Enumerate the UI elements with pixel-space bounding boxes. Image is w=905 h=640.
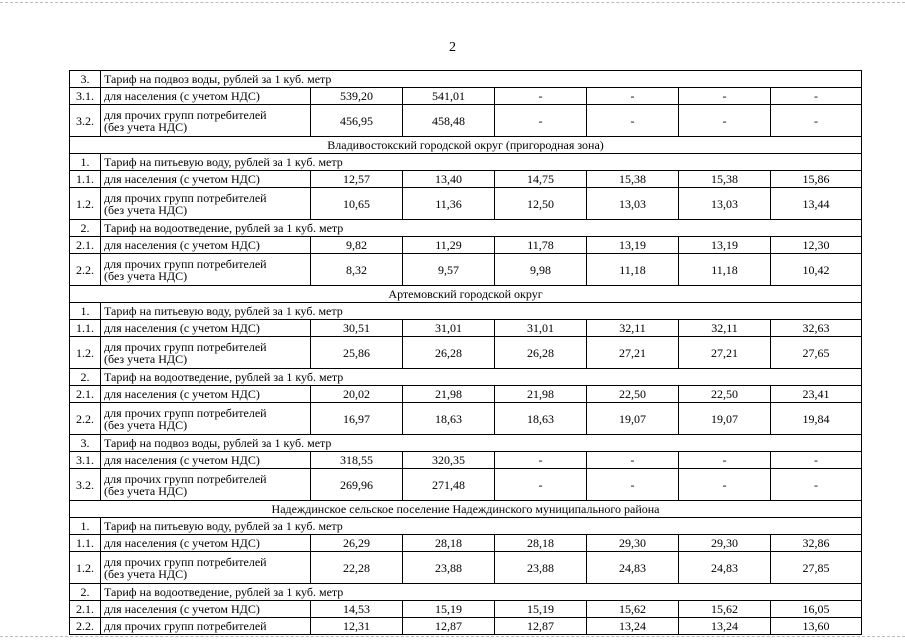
label-line: для населения (с учетом НДС) xyxy=(104,453,260,467)
tariff-value: 539,20 xyxy=(311,88,403,105)
tariff-value: - xyxy=(495,469,587,501)
row-number: 3. xyxy=(70,435,101,452)
tariff-value: 9,98 xyxy=(495,254,587,286)
row-number: 2.1. xyxy=(70,237,101,254)
table-row xyxy=(70,88,862,105)
tariff-heading: Тариф на подвоз воды, рублей за 1 куб. метр xyxy=(101,71,862,88)
label-line: для прочих групп потребителей xyxy=(104,471,267,486)
tariff-value: 13,60 xyxy=(771,618,862,635)
tariff-heading: Тариф на питьевую воду, рублей за 1 куб. метр xyxy=(101,154,862,171)
tariff-value: 15,86 xyxy=(771,171,862,188)
row-number: 1. xyxy=(70,518,101,535)
row-number: 1.1. xyxy=(70,320,101,337)
tariff-value: 29,30 xyxy=(587,535,679,552)
tariff-value: - xyxy=(495,105,587,137)
tariff-value: - xyxy=(679,452,771,469)
tariff-value: 11,78 xyxy=(495,237,587,254)
tariff-value: - xyxy=(771,105,862,137)
tariff-value: 23,88 xyxy=(495,552,587,584)
tariff-value: - xyxy=(771,88,862,105)
tariff-value: 271,48 xyxy=(403,469,495,501)
tariff-heading: Тариф на водоотведение, рублей за 1 куб. метр xyxy=(101,584,862,601)
tariff-value: 24,83 xyxy=(587,552,679,584)
label-line: для населения (с учетом НДС) xyxy=(104,321,260,335)
consumer-group-label xyxy=(101,452,311,469)
tariff-value: 12,87 xyxy=(403,618,495,635)
tariff-value: 22,50 xyxy=(679,386,771,403)
scan-bottom-edge xyxy=(0,636,905,637)
tariff-heading-row xyxy=(70,435,862,452)
tariff-value: 22,28 xyxy=(311,552,403,584)
row-number: 2.2. xyxy=(70,254,101,286)
tariff-value: 541,01 xyxy=(403,88,495,105)
row-number: 3.1. xyxy=(70,88,101,105)
tariff-value: 13,03 xyxy=(679,188,771,220)
table-row xyxy=(70,386,862,403)
tariff-table-body xyxy=(70,71,862,635)
tariff-value: - xyxy=(495,452,587,469)
tariff-value: - xyxy=(495,88,587,105)
tariff-value: 26,28 xyxy=(495,337,587,369)
table-row xyxy=(70,171,862,188)
label-line: (без учета НДС) xyxy=(104,351,188,366)
tariff-value: 12,87 xyxy=(495,618,587,635)
tariff-value: 31,01 xyxy=(403,320,495,337)
row-number: 2.2. xyxy=(70,618,101,635)
tariff-value: 9,57 xyxy=(403,254,495,286)
tariff-value: 27,65 xyxy=(771,337,862,369)
row-number: 1. xyxy=(70,154,101,171)
consumer-group-label xyxy=(101,171,311,188)
tariff-value: 15,19 xyxy=(495,601,587,618)
tariff-value: 13,40 xyxy=(403,171,495,188)
tariff-value: 13,44 xyxy=(771,188,862,220)
tariff-value: 12,50 xyxy=(495,188,587,220)
section-row xyxy=(70,286,862,303)
consumer-group-label xyxy=(101,88,311,105)
tariff-value: - xyxy=(587,469,679,501)
tariff-heading: Тариф на водоотведение, рублей за 1 куб. метр xyxy=(101,369,862,386)
table-row xyxy=(70,618,862,635)
tariff-heading-row xyxy=(70,303,862,320)
tariff-value: 12,30 xyxy=(771,237,862,254)
row-number: 1.2. xyxy=(70,337,101,369)
row-number: 1.1. xyxy=(70,171,101,188)
tariff-value: 16,97 xyxy=(311,403,403,435)
tariff-value: 15,19 xyxy=(403,601,495,618)
page-number: 2 xyxy=(449,40,456,55)
tariff-value: 11,18 xyxy=(679,254,771,286)
tariff-value: - xyxy=(587,88,679,105)
tariff-value: 15,62 xyxy=(587,601,679,618)
tariff-value: 12,57 xyxy=(311,171,403,188)
tariff-value: 19,07 xyxy=(587,403,679,435)
tariff-value: 10,42 xyxy=(771,254,862,286)
tariff-value: 23,41 xyxy=(771,386,862,403)
tariff-value: 11,18 xyxy=(587,254,679,286)
tariff-value: 456,95 xyxy=(311,105,403,137)
consumer-group-label xyxy=(101,320,311,337)
tariff-value: 15,38 xyxy=(587,171,679,188)
tariff-heading-row xyxy=(70,518,862,535)
label-line: для прочих групп потребителей xyxy=(104,339,267,354)
tariff-value: 27,85 xyxy=(771,552,862,584)
tariff-value: 20,02 xyxy=(311,386,403,403)
tariff-value: 19,84 xyxy=(771,403,862,435)
consumer-group-label xyxy=(101,618,311,635)
table-row xyxy=(70,254,862,286)
tariff-value: 32,11 xyxy=(587,320,679,337)
tariff-value: 15,62 xyxy=(679,601,771,618)
consumer-group-label xyxy=(101,469,311,501)
tariff-value: 11,36 xyxy=(403,188,495,220)
tariff-value: 14,75 xyxy=(495,171,587,188)
consumer-group-label xyxy=(101,237,311,254)
table-row xyxy=(70,601,862,618)
tariff-value: 28,18 xyxy=(403,535,495,552)
tariff-value: 22,50 xyxy=(587,386,679,403)
label-line: для прочих групп потребителей xyxy=(104,554,267,569)
tariff-value: 269,96 xyxy=(311,469,403,501)
tariff-value: 18,63 xyxy=(403,403,495,435)
consumer-group-label xyxy=(101,105,311,137)
section-title: Владивостокский городской округ (пригородная зона) xyxy=(70,137,862,154)
tariff-value: 32,86 xyxy=(771,535,862,552)
tariff-value: 320,35 xyxy=(403,452,495,469)
row-number: 1.2. xyxy=(70,552,101,584)
tariff-value: - xyxy=(679,105,771,137)
label-line: для населения (с учетом НДС) xyxy=(104,387,260,401)
tariff-value: 458,48 xyxy=(403,105,495,137)
table-row xyxy=(70,188,862,220)
tariff-value: 29,30 xyxy=(679,535,771,552)
tariff-value: - xyxy=(679,469,771,501)
tariff-value: 21,98 xyxy=(495,386,587,403)
section-row xyxy=(70,137,862,154)
label-line: (без учета НДС) xyxy=(104,268,188,283)
label-line: (без учета НДС) xyxy=(104,202,188,217)
tariff-value: - xyxy=(771,452,862,469)
tariff-value: 12,31 xyxy=(311,618,403,635)
row-number: 2. xyxy=(70,220,101,237)
label-line: для населения (с учетом НДС) xyxy=(104,602,260,616)
tariff-value: 318,55 xyxy=(311,452,403,469)
consumer-group-label xyxy=(101,403,311,435)
tariff-value: 19,07 xyxy=(679,403,771,435)
tariff-value: 24,83 xyxy=(679,552,771,584)
section-row xyxy=(70,501,862,518)
tariff-value: 9,82 xyxy=(311,237,403,254)
tariff-value: 14,53 xyxy=(311,601,403,618)
row-number: 2.1. xyxy=(70,386,101,403)
tariff-heading-row xyxy=(70,71,862,88)
tariff-value: 26,28 xyxy=(403,337,495,369)
tariff-value: 11,29 xyxy=(403,237,495,254)
consumer-group-label xyxy=(101,337,311,369)
tariff-heading-row xyxy=(70,584,862,601)
row-number: 3.2. xyxy=(70,105,101,137)
tariff-table xyxy=(69,70,862,635)
consumer-group-label xyxy=(101,601,311,618)
consumer-group-label xyxy=(101,535,311,552)
tariff-heading: Тариф на питьевую воду, рублей за 1 куб. метр xyxy=(101,303,862,320)
row-number: 2. xyxy=(70,584,101,601)
table-row xyxy=(70,535,862,552)
tariff-value: - xyxy=(587,105,679,137)
tariff-value: 26,29 xyxy=(311,535,403,552)
row-number: 1.1. xyxy=(70,535,101,552)
tariff-value: 23,88 xyxy=(403,552,495,584)
consumer-group-label xyxy=(101,254,311,286)
tariff-value: 16,05 xyxy=(771,601,862,618)
row-number: 3.2. xyxy=(70,469,101,501)
tariff-value: 13,19 xyxy=(679,237,771,254)
tariff-value: 15,38 xyxy=(679,171,771,188)
label-line: для прочих групп потребителей xyxy=(104,619,267,633)
label-line: (без учета НДС) xyxy=(104,417,188,432)
row-number: 2. xyxy=(70,369,101,386)
tariff-value: 31,01 xyxy=(495,320,587,337)
row-number: 3.1. xyxy=(70,452,101,469)
tariff-value: 30,51 xyxy=(311,320,403,337)
tariff-value: 10,65 xyxy=(311,188,403,220)
label-line: для прочих групп потребителей xyxy=(104,107,267,122)
row-number: 2.1. xyxy=(70,601,101,618)
tariff-heading-row xyxy=(70,220,862,237)
label-line: для населения (с учетом НДС) xyxy=(104,172,260,186)
tariff-value: 13,03 xyxy=(587,188,679,220)
tariff-value: 25,86 xyxy=(311,337,403,369)
tariff-value: - xyxy=(679,88,771,105)
label-line: для населения (с учетом НДС) xyxy=(104,89,260,103)
table-row xyxy=(70,237,862,254)
tariff-value: 18,63 xyxy=(495,403,587,435)
label-line: для прочих групп потребителей xyxy=(104,190,267,205)
scan-top-edge xyxy=(0,2,905,3)
section-title: Артемовский городской округ xyxy=(70,286,862,303)
tariff-value: - xyxy=(771,469,862,501)
label-line: для прочих групп потребителей xyxy=(104,256,267,271)
tariff-value: 28,18 xyxy=(495,535,587,552)
row-number: 2.2. xyxy=(70,403,101,435)
tariff-value: 13,24 xyxy=(679,618,771,635)
label-line: (без учета НДС) xyxy=(104,119,188,134)
tariff-value: 21,98 xyxy=(403,386,495,403)
table-row xyxy=(70,105,862,137)
label-line: для населения (с учетом НДС) xyxy=(104,238,260,252)
label-line: для населения (с учетом НДС) xyxy=(104,536,260,550)
consumer-group-label xyxy=(101,386,311,403)
tariff-value: 8,32 xyxy=(311,254,403,286)
tariff-value: 13,19 xyxy=(587,237,679,254)
tariff-heading-row xyxy=(70,369,862,386)
tariff-value: 13,24 xyxy=(587,618,679,635)
consumer-group-label xyxy=(101,188,311,220)
row-number: 1. xyxy=(70,303,101,320)
label-line: (без учета НДС) xyxy=(104,566,188,581)
tariff-value: 27,21 xyxy=(679,337,771,369)
tariff-value: 27,21 xyxy=(587,337,679,369)
row-number: 1.2. xyxy=(70,188,101,220)
tariff-heading-row xyxy=(70,154,862,171)
tariff-value: 32,11 xyxy=(679,320,771,337)
tariff-heading: Тариф на водоотведение, рублей за 1 куб. метр xyxy=(101,220,862,237)
tariff-heading: Тариф на питьевую воду, рублей за 1 куб. метр xyxy=(101,518,862,535)
row-number: 3. xyxy=(70,71,101,88)
tariff-heading: Тариф на подвоз воды, рублей за 1 куб. метр xyxy=(101,435,862,452)
label-line: для прочих групп потребителей xyxy=(104,405,267,420)
table-row xyxy=(70,403,862,435)
section-title: Надеждинское сельское поселение Надеждинского муниципального района xyxy=(70,501,862,518)
tariff-value: - xyxy=(587,452,679,469)
table-row xyxy=(70,469,862,501)
table-row xyxy=(70,552,862,584)
tariff-value: 32,63 xyxy=(771,320,862,337)
consumer-group-label xyxy=(101,552,311,584)
label-line: (без учета НДС) xyxy=(104,483,188,498)
table-row xyxy=(70,452,862,469)
table-row xyxy=(70,320,862,337)
table-row xyxy=(70,337,862,369)
